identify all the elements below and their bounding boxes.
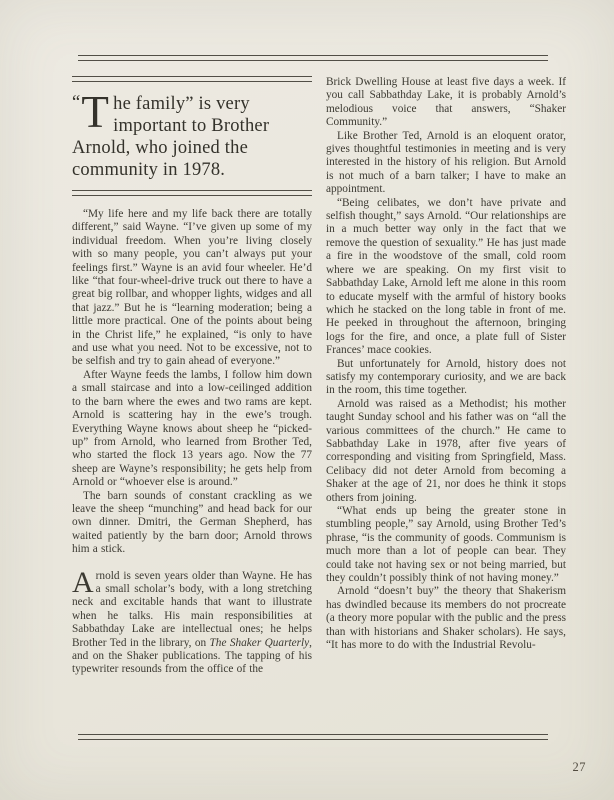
left-column bbox=[72, 76, 312, 677]
dropcap-letter: A bbox=[72, 565, 94, 599]
paragraph-text: , and on the Shaker publications. The tapping of his typewriter resounds from the office of the bbox=[72, 636, 312, 676]
pull-quote-body: he family” is very important to Brother Arnold, who joined the community in 1978. bbox=[72, 94, 270, 180]
paragraph: Like Brother Ted, Arnold is an eloquent orator, gives thoughtful testimonies in meeting and is very interested in the history of his religion. But Arnold is not much of a barn talker; I have to make an appointment. bbox=[326, 129, 566, 196]
publication-title: The Shaker Quarterly bbox=[209, 636, 310, 649]
page-number: 27 bbox=[572, 760, 586, 774]
right-column bbox=[326, 76, 566, 677]
paragraph-text: rnold is seven years older than Wayne. He has a small scholar’s body, with a long stretching neck and excitable hands that want to illustrate when he talks. His main responsibilities at Sabbathday Lake are intellectual ones; he helps Brother Ted in the library, on bbox=[72, 569, 312, 649]
pull-quote-dropcap: T bbox=[81, 87, 110, 137]
paragraph: “Being celibates, we don’t have private and selfish thought,” says Arnold. “Our relationships are in a much better way only in the fact that we remove the question of sexuality.” He has just made a fire in the woodstove of the small, cold room where we are speaking. On my first visit to Sabbathday Lake, Arnold left me alone in this room to educate myself with the armful of history books which he stacked on the long table in front of me. He peeked in throughout the afternoon, bringing logs for the fire, and once, a plate full of Sister Frances’ mace cookies. bbox=[326, 196, 566, 357]
paragraph: “My life here and my life back there are totally different,” said Wayne. “I’ve given up some of my individual freedom. When you’re living closely with so many people, you can’t always put your feelings first.” Wayne is an avid four wheeler. He’d like “that four-wheel-drive truck out there to have a great big rollbar, and whopper lights, widges and all that jazz.” But he is “learning moderation; being a little more practical. One of the points about being in the Christ life,” he explained, “is only to have and use what you need. Not to be excessive, not to be selfish and try to gain ahead of everyone.” bbox=[72, 208, 312, 368]
top-double-rule bbox=[78, 55, 548, 61]
article-body bbox=[72, 76, 566, 677]
paragraph: Arnold was raised as a Methodist; his mother taught Sunday school and his father was on “all the various committees of the church.” He came to Sabbathday Lake in 1978, after five years of corresponding and visiting from Springfield, Mass. Celibacy did not deter Arnold from becoming a Shaker at the age of 21, nor does he think it stops others from joining. bbox=[326, 397, 566, 504]
pull-quote bbox=[72, 76, 312, 196]
paragraph: “What ends up being the greater stone in stumbling people,” say Arnold, using Brother Ted’s phrase, “is the community of goods. Communism is much more than a lot of people can bear. They could take not having sex or not being married, but they couldn’t possibly think of not having money.” bbox=[326, 505, 566, 585]
pull-quote-top-rule bbox=[72, 76, 312, 82]
paragraph: But unfortunately for Arnold, history does not satisfy my contemporary curiosity, and we are back in the room, this time together. bbox=[326, 357, 566, 397]
bottom-double-rule bbox=[78, 734, 548, 740]
pull-quote-text bbox=[72, 87, 312, 181]
dropcap-paragraph bbox=[72, 565, 312, 677]
paragraph: The barn sounds of constant crackling as we leave the sheep “munching” and head back for our own dinner. Dmitri, the German Shepherd, has waited patiently by the barn door; Arnold throws him a stick. bbox=[72, 489, 312, 556]
pull-quote-bottom-rule bbox=[72, 190, 312, 196]
paragraph: Arnold “doesn’t buy” the theory that Shakerism has dwindled because its members do not procreate (a theory more popular with the public and the press than with historians and Shaker scholars). He says, “It has more to do with the Industrial Revolu- bbox=[326, 585, 566, 652]
paragraph: After Wayne feeds the lambs, I follow him down a small staircase and into a low-ceilinged addition to the barn where the ewes and two rams are kept. Arnold is scattering hay in the ewe’s trough. Everything Wayne knows about sheep he “picked-up” from Arnold, who learned from Brother Ted, who started the flock 13 years ago. Now the 77 sheep are Wayne’s responsibility; he gets help from Arnold or “whoever else is around.” bbox=[72, 368, 312, 489]
pull-quote-lead bbox=[72, 87, 113, 137]
paragraph: Brick Dwelling House at least five days a week. If you call Sabbathday Lake, it is probably Arnold’s melodious voice that answers, “Shaker Community.” bbox=[326, 76, 566, 129]
pull-quote-open-quote: “ bbox=[72, 93, 81, 113]
